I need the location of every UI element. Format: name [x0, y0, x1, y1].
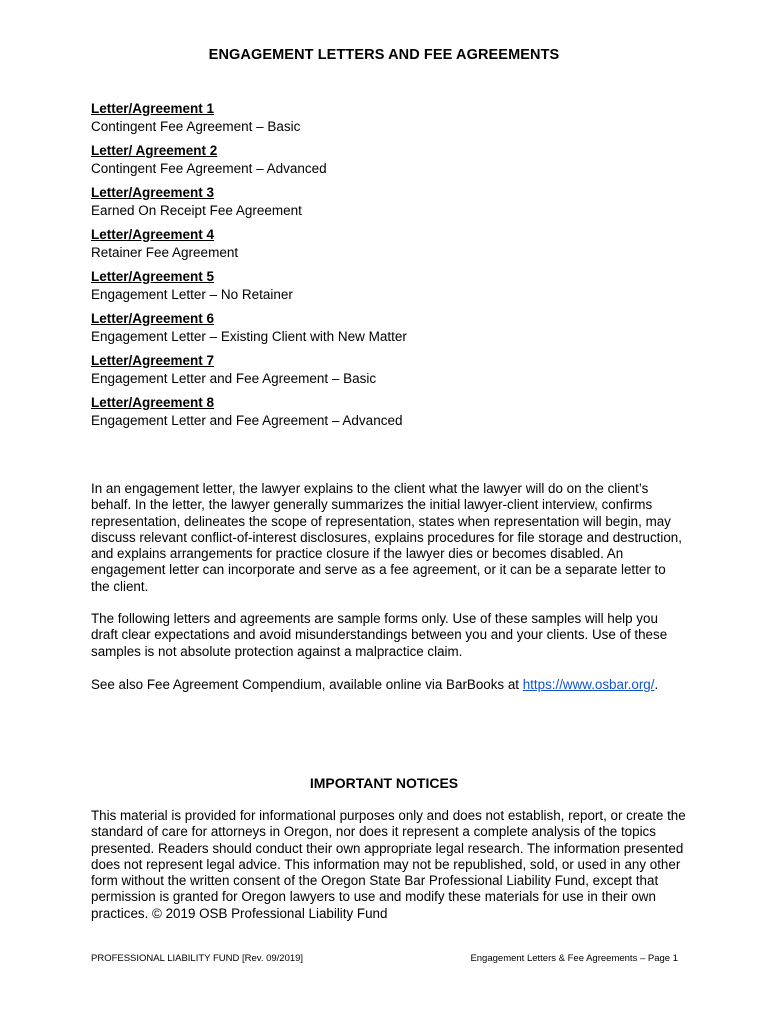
list-item: [91, 310, 691, 347]
entry-description: Retainer Fee Agreement: [91, 245, 239, 260]
osbar-link[interactable]: https://www.osbar.org/: [522, 677, 655, 692]
footer-left: PROFESSIONAL LIABILITY FUND [Rev. 09/2019]: [91, 953, 304, 964]
list-item: [91, 352, 691, 389]
entry-heading: Letter/Agreement 8: [91, 395, 215, 410]
entry-heading: Letter/Agreement 6: [91, 311, 215, 326]
intro-paragraph: In an engagement letter, the lawyer explains to the client what the lawyer will do on the client’s behalf. In the letter, the lawyer generally summarizes the initial lawyer-client interview, confirms representation, delineates the scope of representation, states when representation will begin, may discuss relevant conflict-of-interest disclosures, explains procedures for file storage and destruction, and explains arrangements for practice closure if the lawyer dies or becomes disabled. An engagement letter can incorporate and serve as a fee agreement, or it can be a separate letter to the client.: [91, 481, 682, 594]
entry-heading: Letter/Agreement 4: [91, 227, 215, 242]
reference-suffix: .: [654, 677, 659, 692]
notices-heading: IMPORTANT NOTICES: [309, 775, 459, 791]
document-title: ENGAGEMENT LETTERS AND FEE AGREEMENTS: [208, 47, 560, 63]
list-item: [91, 226, 691, 263]
entry-heading: Letter/ Agreement 2: [91, 143, 218, 158]
list-item: [91, 268, 691, 305]
list-item: [91, 184, 691, 221]
entry-heading: Letter/Agreement 5: [91, 269, 215, 284]
entry-description: Contingent Fee Agreement – Basic: [91, 119, 301, 134]
notices-paragraph: This material is provided for informational purposes only and does not establish, report, or create the standard of care for attorneys in Oregon, nor does it represent a complete analysis of the topics presented. Readers should conduct their own appropriate legal research. The information presented does not represent legal advice. This information may not be republished, sold, or used in any other form without the written consent of the Oregon State Bar Professional Liability Fund, except that permission is granted for Oregon lawyers to use and modify these materials for use in their own practices. © 2019 OSB Professional Liability Fund: [91, 808, 686, 921]
entry-description: Engagement Letter and Fee Agreement – Advanced: [91, 413, 403, 428]
entry-heading: Letter/Agreement 1: [91, 101, 215, 116]
entry-heading: Letter/Agreement 7: [91, 353, 215, 368]
footer-page-number: Engagement Letters & Fee Agreements – Page 1: [470, 953, 678, 964]
entry-description: Engagement Letter and Fee Agreement – Basic: [91, 371, 377, 386]
list-item: [91, 100, 691, 137]
entry-description: Engagement Letter – No Retainer: [91, 287, 293, 302]
reference-paragraph: [91, 677, 687, 693]
list-item: [91, 394, 691, 431]
entry-description: Engagement Letter – Existing Client with New Matter: [91, 329, 407, 344]
entry-description: Contingent Fee Agreement – Advanced: [91, 161, 327, 176]
entry-heading: Letter/Agreement 3: [91, 185, 215, 200]
list-item: [91, 142, 691, 179]
entry-description: Earned On Receipt Fee Agreement: [91, 203, 302, 218]
reference-text: See also Fee Agreement Compendium, available online via BarBooks at: [91, 677, 523, 692]
disclaimer-paragraph: The following letters and agreements are sample forms only. Use of these samples will help you draft clear expectations and avoid misunderstandings between you and your clients. Use of these samples is not absolute protection against a malpractice claim.: [91, 611, 668, 659]
agreement-list: [91, 100, 691, 436]
